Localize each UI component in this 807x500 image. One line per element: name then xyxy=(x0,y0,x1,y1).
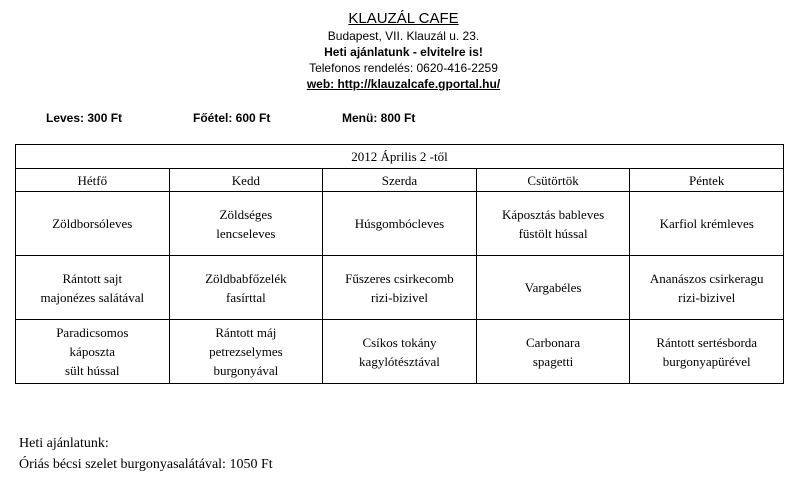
dish-cell: Paradicsomos káposzta sült hússal xyxy=(16,320,170,384)
main-course-row xyxy=(16,320,784,384)
day-header: Péntek xyxy=(630,169,784,192)
date-row xyxy=(16,145,784,169)
address: Budapest, VII. Klauzál u. 23. xyxy=(327,29,480,43)
day-header-row xyxy=(16,169,784,192)
date-heading: 2012 Április 2 -től xyxy=(16,145,784,169)
dish-cell: Húsgombócleves xyxy=(323,192,477,256)
dish-cell: Zöldséges lencseleves xyxy=(169,192,323,256)
dish-cell: Zöldbabfőzelék fasírttal xyxy=(169,256,323,320)
price-main-course: Főétel: 600 Ft xyxy=(193,111,271,125)
tagline: Heti ajánlatunk - elvitelre is! xyxy=(324,45,483,59)
phone: Telefonos rendelés: 0620-416-2259 xyxy=(309,61,498,75)
weekly-menu-table xyxy=(15,144,784,384)
header xyxy=(0,9,807,92)
day-header: Szerda xyxy=(323,169,477,192)
dish-cell: Vargabéles xyxy=(476,256,630,320)
dish-cell: Karfiol krémleves xyxy=(630,192,784,256)
dish-cell: Rántott sertésborda burgonyapürével xyxy=(630,320,784,384)
main-course-row xyxy=(16,256,784,320)
soup-row xyxy=(16,192,784,256)
day-header: Kedd xyxy=(169,169,323,192)
cafe-name: KLAUZÁL CAFE xyxy=(348,10,459,27)
web-link[interactable]: web: http://klauzalcafe.gportal.hu/ xyxy=(306,77,501,91)
weekly-offer-item: Óriás bécsi szelet burgonyasalátával: 1050 Ft xyxy=(19,457,273,472)
dish-cell: Carbonara spagetti xyxy=(476,320,630,384)
price-soup: Leves: 300 Ft xyxy=(46,111,123,125)
day-header: Csütörtök xyxy=(476,169,630,192)
day-header: Hétfő xyxy=(16,169,170,192)
weekly-offer xyxy=(19,433,273,475)
dish-cell: Rántott sajt majonézes salátával xyxy=(16,256,170,320)
dish-cell: Rántott máj petrezselymes burgonyával xyxy=(169,320,323,384)
dish-cell: Káposztás bableves füstölt hússal xyxy=(476,192,630,256)
dish-cell: Csíkos tokány kagylótésztával xyxy=(323,320,477,384)
dish-cell: Ananászos csirkeragu rizi-bizivel xyxy=(630,256,784,320)
dish-cell: Zöldborsóleves xyxy=(16,192,170,256)
dish-cell: Fűszeres csirkecomb rizi-bizivel xyxy=(323,256,477,320)
weekly-offer-heading: Heti ajánlatunk: xyxy=(19,436,109,451)
price-menu: Menü: 800 Ft xyxy=(342,111,416,125)
